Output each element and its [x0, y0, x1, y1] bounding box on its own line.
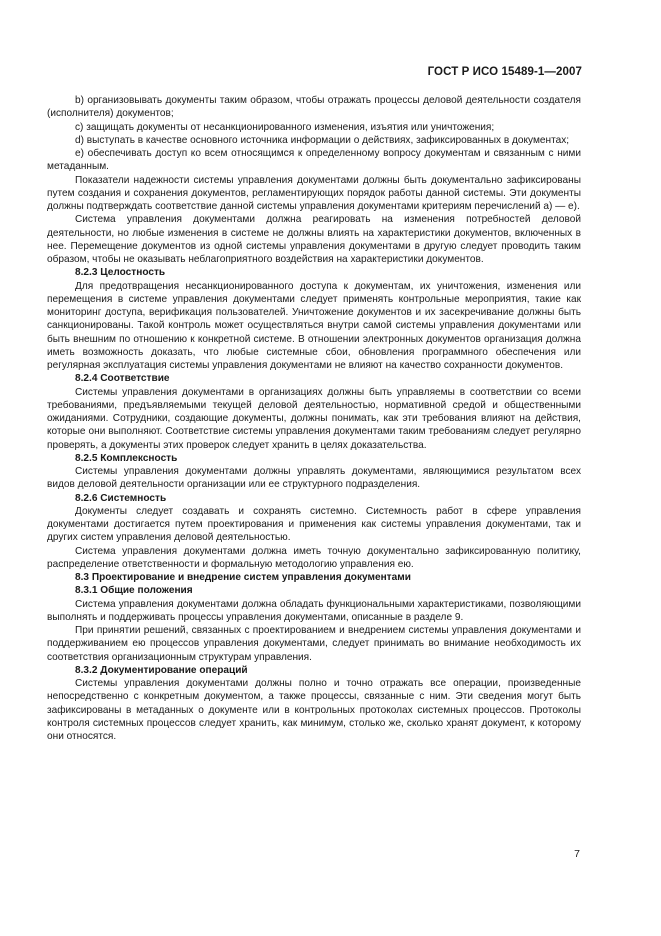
section-heading-8-3: 8.3 Проектирование и внедрение систем управления документами: [75, 572, 411, 583]
paragraph: Показатели надежности системы управления документами должны быть документально зафиксированы путем создания и сохранения документов, регламентирующих порядок работы данной системы. Эти документы должны подтверждать соответствие данной системы управления документами критериям перечислений а) — е).: [47, 174, 581, 212]
standard-header: ГОСТ Р ИСО 15489-1—2007: [427, 66, 582, 78]
paragraph: Системы управления документами должны управлять документами, являющимися результатом всех видов деловой деятельности организации или ее структурного подразделения.: [47, 466, 581, 491]
list-item-d: d) выступать в качестве основного источника информации о действиях, зафиксированных в документах;: [75, 134, 570, 146]
page-number: 7: [574, 848, 580, 860]
paragraph: При принятии решений, связанных с проектированием и внедрением системы управления документами и поддерживанием ею процессов управления документами, следует принимать во внимание необходимость их соответствия организационным структурам управления.: [47, 625, 581, 663]
paragraph: Системы управления документами должны полно и точно отражать все операции, произведенные непосредственно с конкретным документом, а также процессы, связанные с ним. Эти сведения могут быть зафиксированы в метаданных о документе или в контрольных протоколах системных процессов. Протоколы контроля системных процессов следует хранить, как минимум, столько же, сколько хранят документ, к которому они относятся.: [47, 678, 581, 742]
paragraph: Системы управления документами в организациях должны быть управляемы в соответствии со всеми требованиями, предъявляемыми текущей деловой деятельностью, нормативной средой и общественными ожиданиями. Сотрудники, создающие документы, должны понимать, как эти требования влияют на действия, которые они выполняют. Соответствие системы управления документами таким требованиям следует регулярно проверять, а документы этих проверок следует хранить в целях доказательства.: [47, 386, 581, 451]
section-heading-8-3-1: 8.3.1 Общие положения: [75, 585, 193, 597]
list-item-c: c) защищать документы от несанкционированного изменения, изъятия или уничтожения;: [75, 121, 495, 133]
list-item-e: e) обеспечивать доступ ко всем относящимся к определенному вопросу документам и связанным с ними метаданным.: [47, 148, 581, 173]
body-text: [47, 94, 581, 743]
section-heading-8-2-3: 8.2.3 Целостность: [75, 267, 166, 279]
list-item-b: b) организовывать документы таким образом, чтобы отражать процессы деловой деятельности создателя (исполнителя) документов;: [47, 95, 581, 120]
paragraph: Система управления документами должна реагировать на изменения потребностей деловой деятельности, но любые изменения в системе не должны влиять на характеристики документов, включенных в нее. Перемещение документов из одной системы управления документами в другую следует проводить таким образом, чтобы не оказывать неблагоприятного воздействия на характеристики документов.: [47, 214, 581, 265]
section-heading-8-3-2: 8.3.2 Документирование операций: [75, 664, 248, 676]
paragraph: Документы следует создавать и сохранять системно. Системность работ в сфере управления документами достигается путем проектирования и применения как системы управления документами, так и других систем управления деловой деятельностью.: [47, 505, 581, 544]
section-heading-8-2-4: 8.2.4 Соответствие: [75, 373, 170, 385]
section-heading-8-2-6: 8.2.6 Системность: [75, 492, 167, 504]
section-heading-8-2-5: 8.2.5 Комплексность: [75, 452, 178, 464]
paragraph: Система управления документами должна обладать функциональными характеристиками, позволяющими выполнять и поддерживать процессы управления документами, описанные в разделе 9.: [47, 598, 581, 623]
paragraph: Для предотвращения несанкционированного доступа к документам, их уничтожения, изменения или перемещения в системе управления документами следует применять контрольные мероприятия, такие как мониторинг доступа, верификация пользователей. Уничтожение документов и их засекречивание должны быть санкционированы. Такой контроль может осуществляться внутри самой системы управления документами или быть внешним по отношению к конкретной системе. В отношении электронных документов организация должна иметь возможность доказать, что любые системные сбои, обновления программного обеспечения или регулярная эксплуатация системы управления документами не влияют на качество сохранности документов.: [47, 280, 581, 371]
paragraph: Система управления документами должна иметь точную документально зафиксированную политику, распределение ответственности и формальную методологию управления ею.: [47, 545, 581, 570]
